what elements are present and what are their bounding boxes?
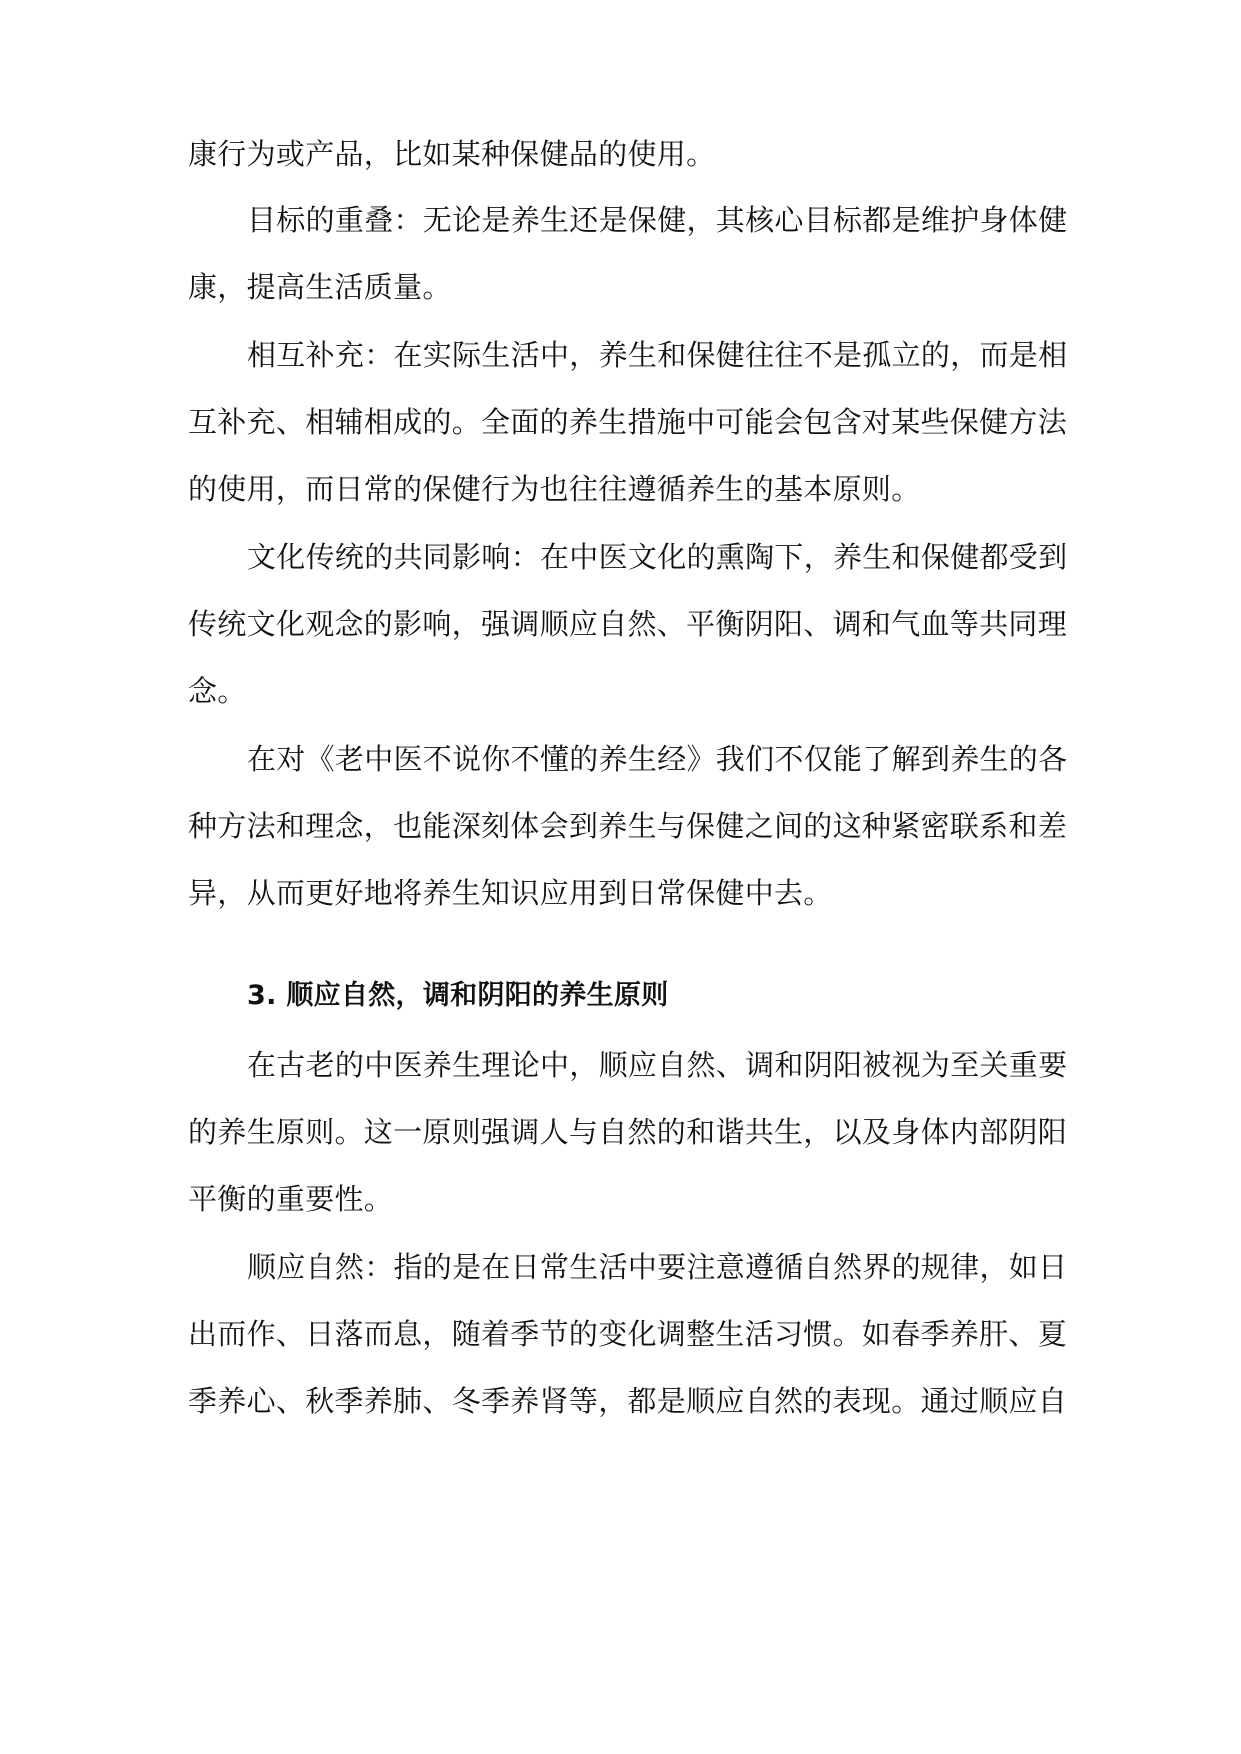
text-line-1: 康行为或产品，比如某种保健品的使用。 [188, 137, 716, 171]
text-line-7: 文化传统的共同影响：在中医文化的熏陶下，养生和保健都受到 [247, 540, 1068, 574]
text-line-14: 的养生原则。这一原则强调人与自然的和谐共生，以及身体内部阴阳 [188, 1115, 1068, 1149]
text-line-13: 在古老的中医养生理论中，顺应自然、调和阴阳被视为至关重要 [247, 1048, 1068, 1082]
text-line-10: 在对《老中医不说你不懂的养生经》我们不仅能了解到养生的各 [247, 742, 1068, 776]
text-line-4: 相互补充：在实际生活中，养生和保健往往不是孤立的，而是相 [247, 338, 1068, 372]
text-line-11: 种方法和理念，也能深刻体会到养生与保健之间的这种紧密联系和差 [188, 809, 1068, 843]
text-line-12: 异，从而更好地将养生知识应用到日常保健中去。 [188, 876, 833, 910]
text-line-2: 目标的重叠：无论是养生还是保健，其核心目标都是维护身体健 [247, 203, 1068, 237]
text-line-9: 念。 [188, 674, 247, 708]
text-line-6: 的使用，而日常的保健行为也往往遵循养生的基本原则。 [188, 472, 921, 506]
section-heading: 3. 顺应自然，调和阴阳的养生原则 [247, 980, 669, 1011]
text-line-8: 传统文化观念的影响，强调顺应自然、平衡阴阳、调和气血等共同理 [188, 607, 1068, 641]
text-line-17: 出而作、日落而息，随着季节的变化调整生活习惯。如春季养肝、夏 [188, 1317, 1068, 1351]
text-line-18: 季养心、秋季养肺、冬季养肾等，都是顺应自然的表现。通过顺应自 [188, 1384, 1068, 1418]
text-line-16: 顺应自然：指的是在日常生活中要注意遵循自然界的规律，如日 [247, 1250, 1068, 1284]
text-line-3: 康，提高生活质量。 [188, 270, 452, 304]
text-line-5: 互补充、相辅相成的。全面的养生措施中可能会包含对某些保健方法 [188, 405, 1068, 439]
text-line-15: 平衡的重要性。 [188, 1182, 394, 1216]
